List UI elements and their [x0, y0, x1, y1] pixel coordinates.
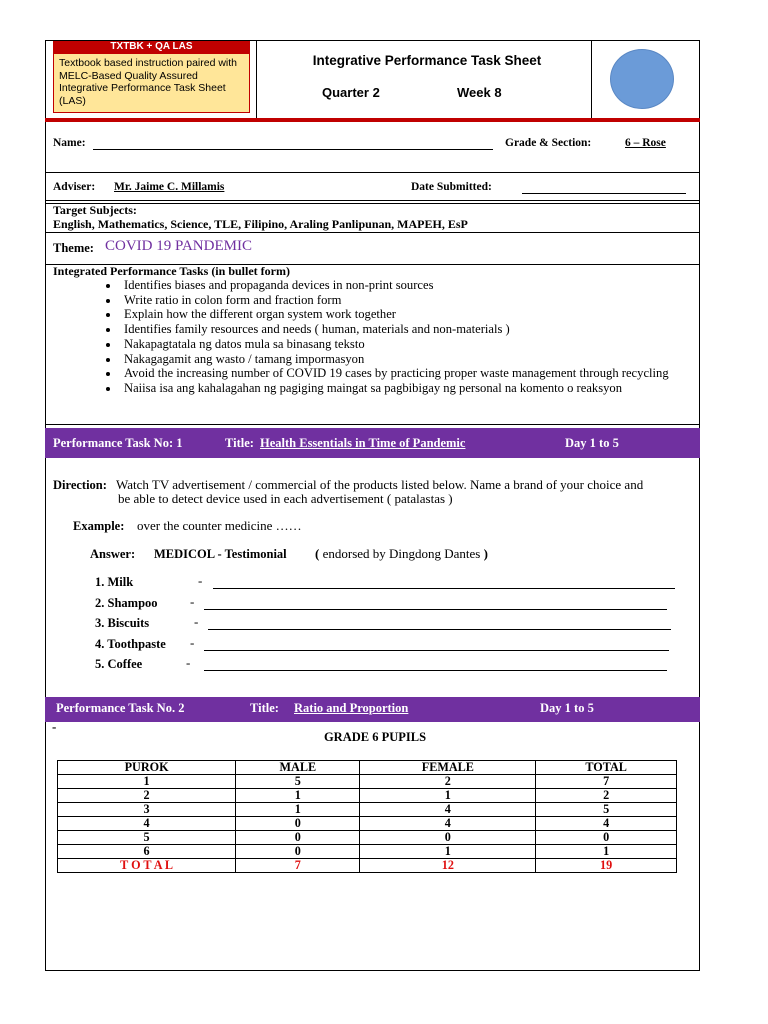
answer-field-toothpaste[interactable] [204, 650, 669, 651]
name-label: Name: [53, 137, 86, 149]
performance-task-1-number: Performance Task No: 1 [53, 436, 183, 450]
answer-field-biscuits[interactable] [208, 629, 671, 630]
target-subjects-label: Target Subjects: [53, 203, 137, 217]
product-item-biscuits: 3. Biscuits [95, 616, 150, 630]
table-cell: 2 [360, 775, 536, 789]
table-cell: 7 [236, 859, 360, 873]
grade-section-label: Grade & Section: [505, 137, 592, 149]
product-item-toothpaste: 4. Toothpaste [95, 637, 166, 651]
table-row [58, 817, 677, 831]
table-cell: 4 [58, 817, 236, 831]
school-logo [610, 49, 674, 109]
table-cell: 1 [236, 803, 360, 817]
table-cell: 4 [360, 817, 536, 831]
divider [45, 203, 700, 204]
table-row [58, 845, 677, 859]
performance-task-1-bar [45, 428, 700, 458]
quarter-label: Quarter 2 [322, 85, 380, 100]
table-cell: 0 [236, 817, 360, 831]
table-total-row [58, 859, 677, 873]
product-item-milk: 1. Milk [95, 575, 134, 589]
example-text: over the counter medicine …… [137, 518, 302, 533]
target-subjects-list: English, Mathematics, Science, TLE, Filipino, Araling Panlipunan, MAPEH, EsP [53, 217, 468, 231]
header [47, 40, 698, 118]
stray-dash: - [52, 719, 57, 734]
performance-task-2-title: Ratio and Proportion [294, 701, 409, 715]
table-cell: 3 [58, 803, 236, 817]
header-red-bar [45, 118, 700, 122]
txtbk-banner: TXTBK + QA LAS [53, 41, 250, 53]
performance-task-2-bar [45, 697, 700, 722]
divider [45, 232, 700, 233]
answer-field-coffee[interactable] [204, 670, 667, 671]
table-row [58, 831, 677, 845]
column-header-purok: PUROK [58, 761, 236, 775]
theme-label: Theme: [53, 241, 94, 255]
grade-section-value: 6 – Rose [625, 137, 666, 149]
table-row [58, 803, 677, 817]
table-cell: 1 [58, 775, 236, 789]
performance-task-2-days: Day 1 to 5 [540, 701, 594, 715]
tasks-list [100, 278, 720, 396]
date-submitted-label: Date Submitted: [411, 181, 492, 193]
table-cell: 0 [360, 831, 536, 845]
answer-label: Answer: [90, 547, 136, 561]
table-cell: 0 [236, 845, 360, 859]
dash: - [194, 614, 199, 629]
tasks-heading: Integrated Performance Tasks (in bullet form) [53, 264, 290, 278]
table-cell: 6 [58, 845, 236, 859]
divider [45, 200, 700, 201]
divider [45, 424, 700, 425]
table-cell: T O T A L [58, 859, 236, 873]
direction-text-line-1: Watch TV advertisement / commercial of the products listed below. Name a brand of your choice and [116, 477, 644, 492]
performance-task-2-title-label: Title: [250, 701, 279, 715]
product-item-coffee: 5. Coffee [95, 657, 143, 671]
table-cell: 7 [536, 775, 677, 789]
page-title: Integrative Performance Task Sheet [312, 53, 542, 68]
dash: - [186, 655, 191, 670]
table-cell: 4 [360, 803, 536, 817]
table-header-row [58, 761, 677, 775]
table-cell: 0 [236, 831, 360, 845]
table-caption: GRADE 6 PUPILS [323, 730, 427, 744]
table-cell: 2 [536, 789, 677, 803]
adviser-value: Mr. Jaime C. Millamis [114, 181, 225, 193]
performance-task-1-title-label: Title: [225, 436, 254, 450]
week-label: Week 8 [457, 85, 502, 100]
column-header-male: MALE [236, 761, 360, 775]
performance-task-2-number: Performance Task No. 2 [56, 701, 185, 715]
table-cell: 0 [536, 831, 677, 845]
table-cell: 1 [360, 845, 536, 859]
table-cell: 5 [536, 803, 677, 817]
list-item: • Naiisa isa ang kahalagahan ng pagiging maingat sa pagbibigay ng personal na komento o reaksyon [120, 381, 720, 396]
pupils-table [57, 760, 677, 873]
product-item-shampoo: 2. Shampoo [95, 596, 158, 610]
list-item: • Nakagagamit ang wasto / tamang impormasyon [120, 352, 720, 367]
table-cell: 1 [236, 789, 360, 803]
column-header-female: FEMALE [360, 761, 536, 775]
performance-task-1-title: Health Essentials in Time of Pandemic [260, 436, 466, 450]
column-header-total: TOTAL [536, 761, 677, 775]
list-item: • Avoid the increasing number of COVID 19 cases by practicing proper waste management through recycling [120, 366, 720, 381]
answer-field-milk[interactable] [213, 588, 675, 589]
direction-label: Direction: [53, 478, 107, 492]
table-row [58, 775, 677, 789]
direction-text-line-2: be able to detect device used in each advertisement ( patalastas ) [118, 491, 453, 506]
answer-text: MEDICOL - Testimonial [154, 547, 287, 561]
dash: - [190, 635, 195, 650]
list-item: • Explain how the different organ system work together [120, 307, 720, 322]
theme-value: COVID 19 PANDEMIC [105, 238, 252, 254]
performance-task-1-days: Day 1 to 5 [565, 436, 619, 450]
answer-note: ( endorsed by Dingdong Dantes ) [315, 546, 488, 561]
adviser-label: Adviser: [53, 181, 96, 193]
table-cell: 4 [536, 817, 677, 831]
table-cell: 5 [236, 775, 360, 789]
table-cell: 2 [58, 789, 236, 803]
table-cell: 1 [536, 845, 677, 859]
list-item: • Nakapagtatala ng datos mula sa binasang teksto [120, 337, 720, 352]
table-row [58, 789, 677, 803]
txtbk-description: Textbook based instruction paired with MELC-Based Quality Assured Integrative Performance Task Sheet (LAS) [53, 53, 250, 113]
list-item: • Identifies family resources and needs ( human, materials and non-materials ) [120, 322, 720, 337]
list-item: • Write ratio in colon form and fraction form [120, 293, 720, 308]
dash: - [198, 573, 203, 588]
list-item: • Identifies biases and propaganda devices in non-print sources [120, 278, 720, 293]
dash: - [190, 594, 195, 609]
name-field[interactable] [93, 149, 493, 150]
table-cell: 19 [536, 859, 677, 873]
answer-field-shampoo[interactable] [204, 609, 667, 610]
divider [45, 172, 700, 173]
table-cell: 12 [360, 859, 536, 873]
table-cell: 1 [360, 789, 536, 803]
date-submitted-field[interactable] [522, 193, 686, 194]
table-cell: 5 [58, 831, 236, 845]
example-label: Example: [73, 519, 125, 533]
